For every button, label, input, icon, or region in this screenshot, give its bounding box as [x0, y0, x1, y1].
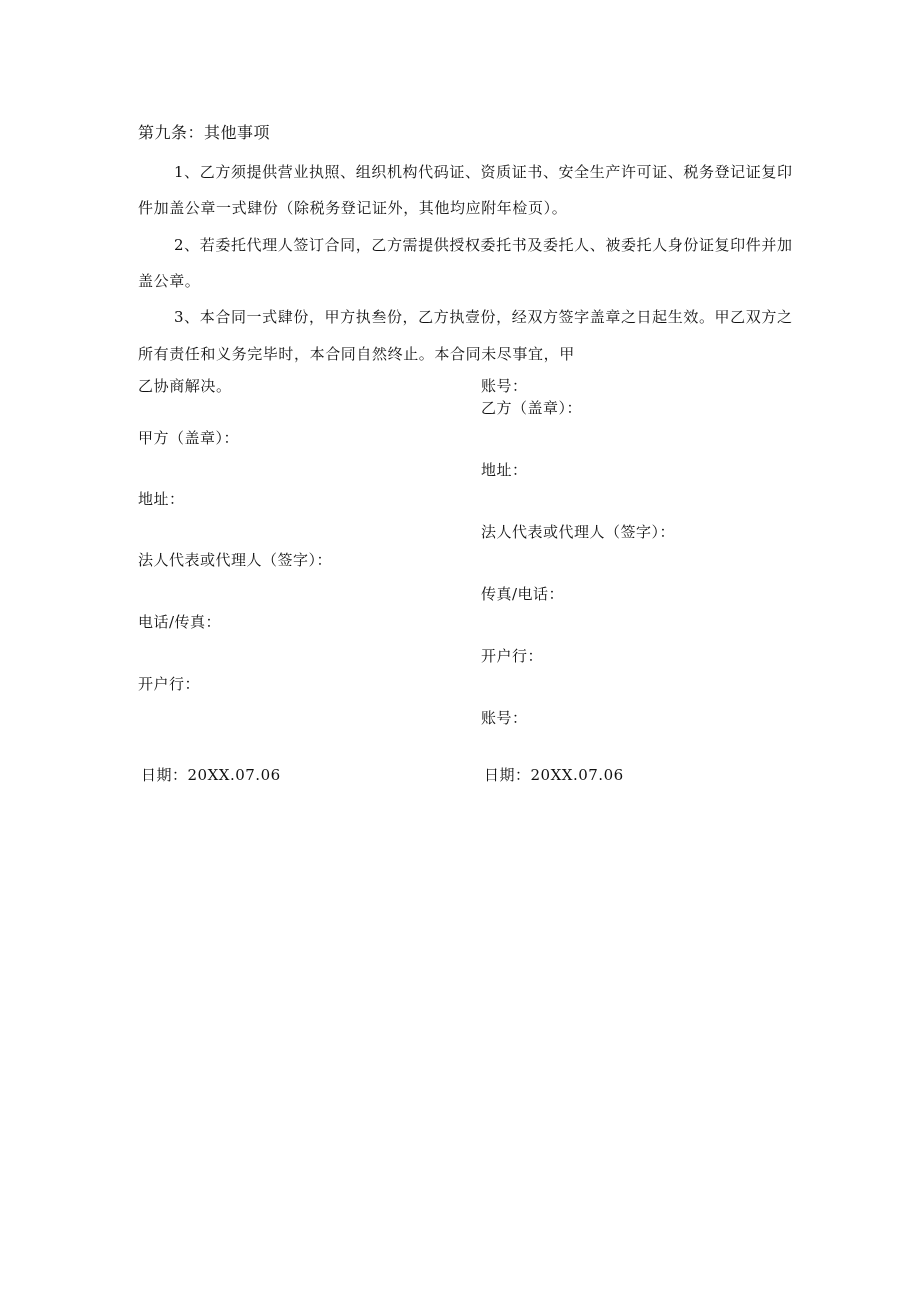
clause-2-line-2: 盖公章。: [138, 272, 201, 290]
clause-3-line-2: 所有责任和义务完毕时，本合同自然终止。本合同未尽事宜，甲: [138, 345, 575, 363]
party-a-phone-fax-label: 电话/传真：: [138, 613, 222, 631]
party-a-seal-label: 甲方（盖章）：: [138, 429, 240, 447]
party-b-legal-rep-label: 法人代表或代理人（签字）：: [481, 523, 676, 541]
article-heading: 第九条：其他事项: [138, 123, 271, 142]
party-b-account-label: 账号：: [481, 709, 528, 727]
party-b-address-label: 地址：: [481, 461, 528, 479]
party-b-seal-label: 乙方（盖章）：: [481, 399, 583, 417]
clause-1-line-1: 1、乙方须提供营业执照、组织机构代码证、资质证书、安全生产许可证、税务登记证复印: [174, 163, 793, 181]
clause-3-line-3: 乙协商解决。: [138, 377, 232, 395]
party-a-address-label: 地址：: [138, 490, 185, 508]
clause-1-line-2: 件加盖公章一式肆份（除税务登记证外，其他均应附年检页）。: [138, 199, 568, 217]
party-b-date: 日期：20XX.07.06: [484, 766, 624, 784]
party-a-bank-label: 开户行：: [138, 675, 201, 693]
party-b-bank-label: 开户行：: [481, 647, 544, 665]
clause-3-line-1: 3、本合同一式肆份，甲方执叁份，乙方执壹份，经双方签字盖章之日起生效。甲乙双方之: [174, 308, 793, 326]
party-b-account-top-label: 账号：: [481, 377, 528, 395]
clause-2-line-1: 2、若委托代理人签订合同，乙方需提供授权委托书及委托人、被委托人身份证复印件并加: [174, 236, 793, 254]
party-a-legal-rep-label: 法人代表或代理人（签字）：: [138, 551, 333, 569]
party-b-fax-phone-label: 传真/电话：: [481, 585, 565, 603]
party-a-date: 日期：20XX.07.06: [141, 766, 281, 784]
